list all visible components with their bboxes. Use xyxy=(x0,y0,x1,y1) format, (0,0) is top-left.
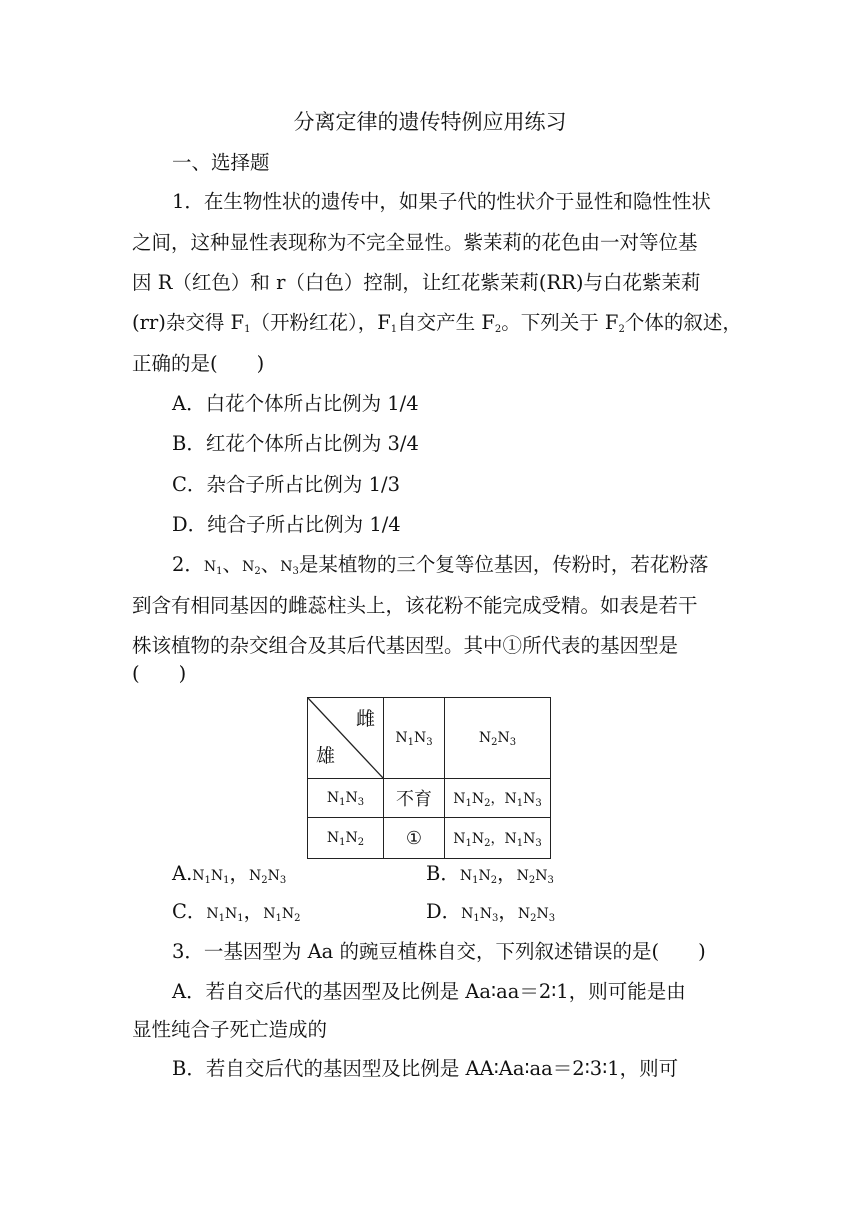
q3-option-b-line-1: B．若自交后代的基因型及比例是 AA∶Aa∶aa＝2∶3∶1，则可 xyxy=(172,1057,679,1080)
col-header-n1n3: $N_1N_3$ xyxy=(384,698,445,779)
male-label: 雄 xyxy=(316,745,336,767)
q1-option-d: D．纯合子所占比例为 1/4 xyxy=(172,513,401,536)
q1-line-2: 之间，这种显性表现称为不完全显性。紫茉莉的花色由一对等位基 xyxy=(132,231,698,254)
row-header-n1n2: $N_1N_2$ xyxy=(308,818,384,859)
q1-line-4: (rr)杂交得 $F_1$（开粉红花），$F_1$自交产生 $F_2$。下列关于 $F_2$个体的叙述， xyxy=(132,311,742,335)
q2-option-b: B．$N_1N_2$，$N_2N_3$ xyxy=(426,862,554,886)
q2-option-a: $A.N_1N_1$，$N_2N_3$ xyxy=(172,862,287,886)
q2-line-1: 2．$N_1$、$N_2$、$N_3$是某植物的三个复等位基因，传粉时，若花粉落 xyxy=(172,553,709,577)
genotype-table xyxy=(307,697,551,859)
row-header-n1n3: $N_1N_3$ xyxy=(308,779,384,818)
q1-line-5: 正确的是( ) xyxy=(132,352,265,375)
cell-r2c2: $N_1N_2$，$N_1N_3$ xyxy=(445,818,551,859)
q1-line-3: 因 R（红色）和 r（白色）控制，让红花紫茉莉(RR)与白花紫茉莉 xyxy=(132,271,701,294)
header-diagonal-cell xyxy=(308,698,384,779)
q3-option-a-line-1: A．若自交后代的基因型及比例是 Aa∶aa＝2∶1，则可能是由 xyxy=(172,980,686,1003)
q2-line-3: 株该植物的杂交组合及其后代基因型。其中①所代表的基因型是 xyxy=(132,634,679,657)
q3-option-a-line-2: 显性纯合子死亡造成的 xyxy=(132,1018,328,1041)
q2-option-c: C．$N_1N_1$，$N_1N_2$ xyxy=(172,900,301,924)
q2-line-2: 到含有相同基因的雌蕊柱头上，该花粉不能完成受精。如表是若干 xyxy=(132,594,698,617)
q1-line-1: 1．在生物性状的遗传中，如果子代的性状介于显性和隐性性状 xyxy=(172,190,711,213)
q1-option-a: A．白花个体所占比例为 1/4 xyxy=(172,392,419,415)
cell-r1c2: $N_1N_2$，$N_1N_3$ xyxy=(445,779,551,818)
cell-unknown: ① xyxy=(384,818,445,859)
q1-option-c: C．杂合子所占比例为 1/3 xyxy=(172,473,401,496)
female-label: 雌 xyxy=(355,708,375,730)
page-title: 分离定律的遗传特例应用练习 xyxy=(293,110,567,134)
q2-option-d: D．$N_1N_3$，$N_2N_3$ xyxy=(426,900,556,924)
q2-line-4: ( ) xyxy=(132,662,187,685)
section-heading: 一、选择题 xyxy=(172,151,270,174)
q3-line-1: 3．一基因型为 Aa 的豌豆植株自交，下列叙述错误的是( ) xyxy=(172,940,706,963)
cell-sterile: 不育 xyxy=(384,779,445,818)
q1-option-b: B．红花个体所占比例为 3/4 xyxy=(172,432,419,455)
col-header-n2n3: $N_2N_3$ xyxy=(445,698,551,779)
